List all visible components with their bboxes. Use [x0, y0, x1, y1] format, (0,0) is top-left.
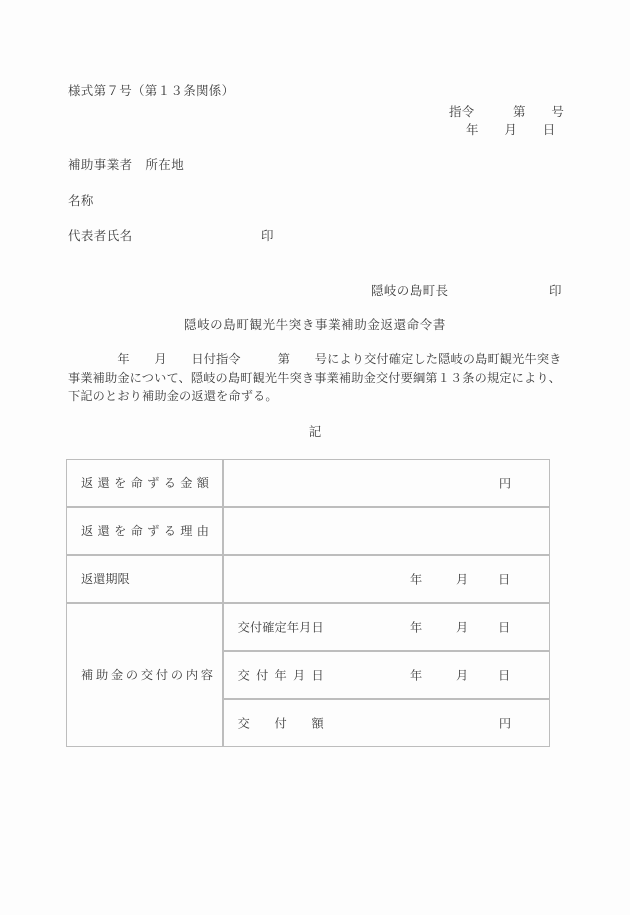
form-number: 様式第７号（第１３条関係）	[68, 84, 235, 98]
value-cell-grant-confirm-date[interactable]	[223, 603, 550, 651]
label-cell-return-reason	[66, 507, 223, 555]
sub-label-grant-amount: 交付額	[237, 716, 324, 731]
date-fields-grant-date	[410, 667, 511, 684]
table-row-return-deadline	[66, 555, 550, 603]
body-line-2: 事業補助金について、隠岐の島町観光牛突き事業補助金交付要綱第１３条の規定により、	[68, 370, 562, 385]
year-unit: 年	[410, 620, 423, 635]
date-fields-grant-confirm-date	[410, 619, 511, 636]
unit-yen-return-amount: 円	[498, 476, 511, 491]
return-order-table-wrapper	[66, 459, 550, 747]
page-title: 隠岐の島町観光牛突き事業補助金返還命令書	[183, 318, 446, 332]
sub-label-grant-date: 交付年月日	[237, 668, 324, 683]
label-grant-details: 補助金の交付の内容	[81, 668, 213, 682]
unit-yen-grant-amount: 円	[498, 716, 511, 731]
date-fields-return-deadline	[410, 571, 511, 588]
value-cell-grant-date[interactable]	[223, 651, 550, 699]
body-line-3: 下記のとおり補助金の返還を命ずる。	[68, 389, 278, 403]
ki-marker: 記	[308, 425, 322, 439]
label-return-deadline: 返還期限	[81, 572, 130, 586]
issuer-seal-mark: 印	[549, 284, 562, 298]
value-cell-return-reason[interactable]	[223, 507, 550, 555]
table-row-return-amount	[66, 459, 550, 507]
day-unit: 日	[498, 668, 511, 683]
year-unit: 年	[410, 572, 423, 587]
body-line-1: 年 月 日付指令 第 号により交付確定した隠岐の島町観光牛突き	[68, 352, 562, 366]
label-cell-return-deadline	[66, 555, 223, 603]
day-unit: 日	[498, 620, 511, 635]
value-cell-return-amount[interactable]	[223, 459, 550, 507]
month-unit: 月	[456, 668, 469, 683]
recipient-address-label: 補助事業者 所在地	[68, 158, 185, 172]
month-unit: 月	[456, 620, 469, 635]
issue-date-line: 年 月 日	[466, 123, 556, 137]
order-number-line: 指令 第 号	[449, 105, 565, 119]
label-return-amount: 返還を命ずる金額	[81, 476, 209, 490]
body-paragraph	[68, 350, 568, 406]
value-cell-grant-amount[interactable]	[223, 699, 550, 747]
day-unit: 日	[498, 572, 511, 587]
recipient-name-label: 名称	[68, 194, 94, 208]
label-return-reason: 返還を命ずる理由	[81, 524, 209, 538]
label-cell-grant-details	[66, 603, 223, 747]
return-order-table	[66, 459, 550, 747]
representative-seal-mark: 印	[261, 229, 274, 243]
year-unit: 年	[410, 668, 423, 683]
label-cell-return-amount	[66, 459, 223, 507]
table-row-return-reason	[66, 507, 550, 555]
recipient-representative-label: 代表者氏名	[68, 229, 133, 243]
sub-label-grant-confirm-date: 交付確定年月日	[237, 620, 324, 635]
issuer-title: 隠岐の島町長	[371, 284, 449, 298]
month-unit: 月	[456, 572, 469, 587]
table-row-grant-confirm-date	[66, 603, 550, 651]
value-cell-return-deadline[interactable]	[223, 555, 550, 603]
